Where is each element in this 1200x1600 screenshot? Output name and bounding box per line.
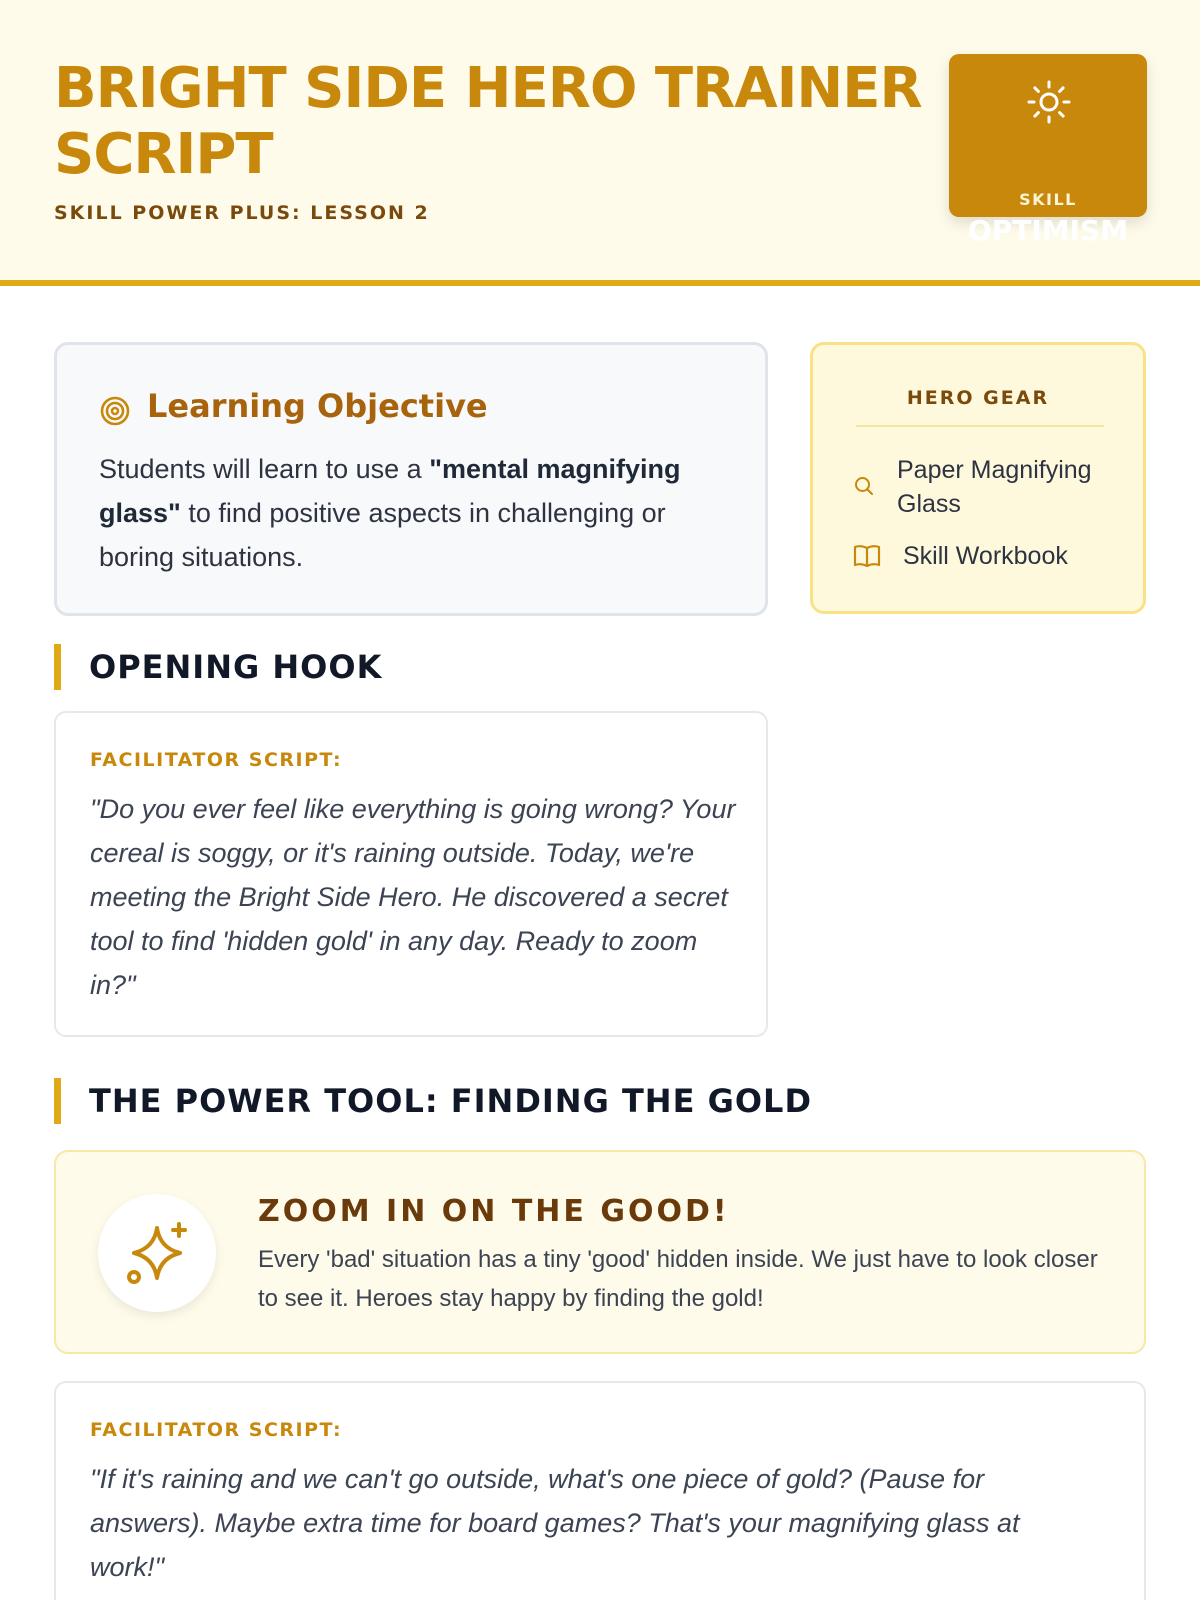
gear-item-label: Skill Workbook <box>903 542 1068 570</box>
hero-gear-card <box>810 342 1146 614</box>
script-text: "If it's raining and we can't go outside, what's one piece of gold? (Pause for answers). Maybe extra time for board games? That's your magnifying glass at work!" <box>90 1464 1020 1582</box>
gear-item-label: Paper Magnifying Glass <box>897 456 1092 518</box>
objective-title: Learning Objective <box>147 387 488 425</box>
script-text: "Do you ever feel like everything is going wrong? Your cereal is soggy, or it's raining outside. Today, we're meeting the Bright Side Hero. He discovered a secret tool to find 'hidden gold' in any day. Ready to zoom in?" <box>90 794 736 1000</box>
skill-label: SKILL <box>1019 190 1077 209</box>
script-label: FACILITATOR SCRIPT: <box>90 749 343 771</box>
power-tool-callout <box>54 1150 1146 1354</box>
divider <box>856 425 1104 427</box>
book-icon <box>853 543 881 569</box>
page-title: BRIGHT SIDE HERO TRAINER SCRIPT <box>54 56 922 187</box>
sparkle-icon <box>122 1218 192 1288</box>
sun-icon <box>1025 78 1073 126</box>
opening-hook-heading: OPENING HOOK <box>54 644 382 690</box>
power-tool-script-card <box>54 1381 1146 1600</box>
opening-hook-script-card <box>54 711 768 1037</box>
hero-gear-title: HERO GEAR <box>906 387 1050 409</box>
learning-objective-card <box>54 342 768 616</box>
skill-value: OPTIMISM <box>967 214 1129 247</box>
script-label: FACILITATOR SCRIPT: <box>90 1419 343 1441</box>
objective-highlight: "mental magnifying glass" <box>99 454 681 528</box>
callout-text: Every 'bad' situation has a tiny 'good' hidden inside. We just have to look closer to see it. Heroes stay happy by finding the gold! <box>258 1246 1098 1312</box>
lesson-subtitle: SKILL POWER PLUS: LESSON 2 <box>54 202 430 224</box>
page-header <box>0 0 1200 286</box>
magnifying-glass-icon <box>853 475 875 497</box>
sparkle-badge <box>98 1194 216 1312</box>
skill-badge <box>949 54 1147 247</box>
power-tool-heading: THE POWER TOOL: FINDING THE GOLD <box>54 1078 812 1124</box>
objective-text: Students will learn to use a "mental magnifying glass" to find positive aspects in challenging or boring situations. <box>99 454 681 572</box>
callout-title: ZOOM IN ON THE GOOD! <box>258 1194 730 1229</box>
